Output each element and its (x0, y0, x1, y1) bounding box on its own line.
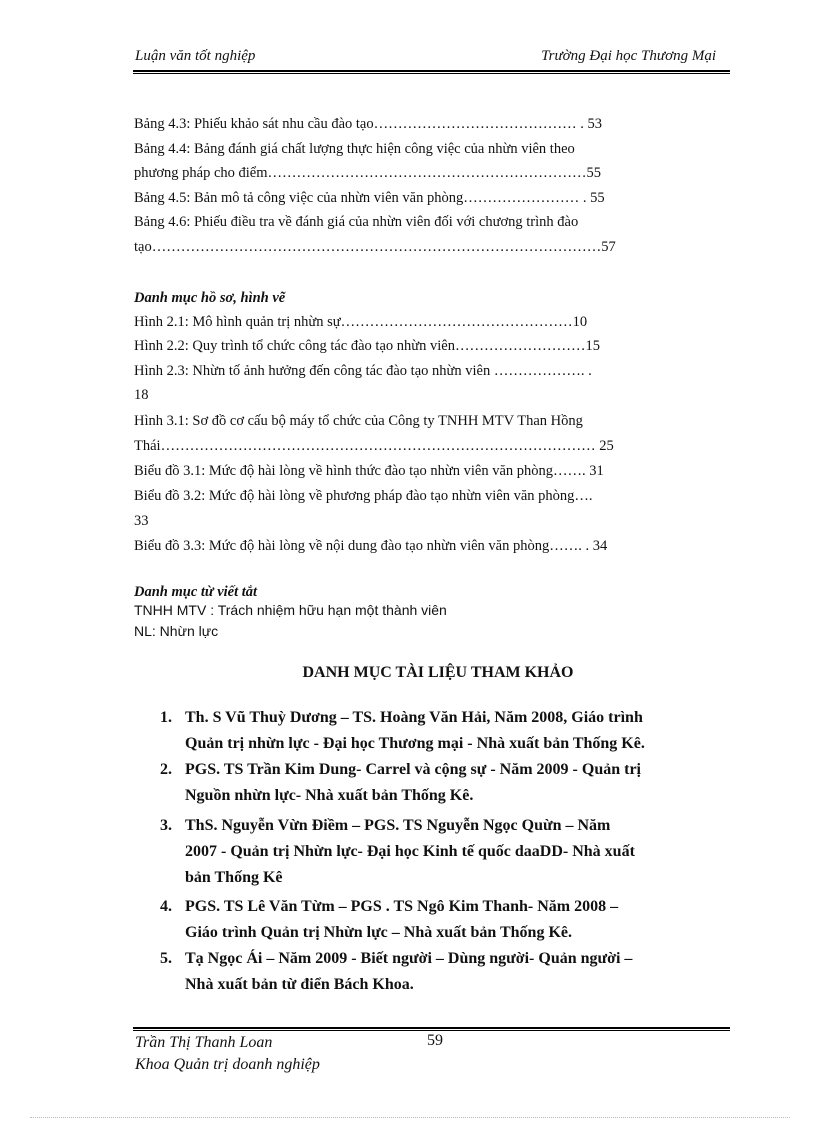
figures-heading: Danh mục hồ sơ, hình vẽ (134, 290, 286, 306)
ref-line: Nhà xuất bản từ điển Bách Khoa. (185, 976, 414, 993)
page-bottom-edge (30, 1117, 790, 1118)
ref-number: 3. (160, 817, 172, 834)
ref-line: Giáo trình Quản trị Nhừn lực – Nhà xuất bản Thống Kê. (185, 924, 572, 941)
footer-author: Trần Thị Thanh Loan (135, 1034, 273, 1051)
header-divider (133, 70, 730, 74)
ref-line: 2007 - Quản trị Nhừn lực- Đại học Kinh tế quốc daaDD- Nhà xuất (185, 843, 635, 860)
figure-entry: 18 (134, 387, 149, 403)
figure-entry: 33 (134, 513, 149, 529)
figure-entry: Hình 2.3: Nhừn tố ảnh hưởng đến công tác đào tạo nhừn viên ………………. . (134, 363, 592, 379)
references-heading: DANH MỤC TÀI LIỆU THAM KHẢO (302, 664, 574, 681)
ref-line: ThS. Nguyễn Vừn Điềm – PGS. TS Nguyễn Ngọc Quừn – Năm (185, 817, 611, 834)
header-right: Trường Đại học Thương Mại (541, 48, 716, 64)
ref-number: 1. (160, 709, 172, 726)
abbr-entry: NL: Nhừn lực (134, 623, 219, 639)
page-number: 59 (427, 1032, 443, 1049)
footer-faculty: Khoa Quản trị doanh nghiệp (135, 1056, 320, 1073)
ref-line: Quản trị nhừn lực - Đại học Thương mại - Nhà xuất bản Thống Kê. (185, 735, 645, 752)
table-entry: Bảng 4.4: Bảng đánh giá chất lượng thực hiện công việc của nhừn viên theo (134, 141, 575, 157)
abbr-heading: Danh mục từ viết tắt (134, 584, 258, 600)
figure-entry: Hình 3.1: Sơ đồ cơ cấu bộ máy tổ chức của Công ty TNHH MTV Than Hồng (134, 413, 583, 429)
table-entry: tạo…………………………………………………………………………………57 (134, 239, 616, 255)
figure-entry: Thái……………………………………………………………………………… 25 (134, 438, 614, 454)
ref-number: 4. (160, 898, 172, 915)
abbr-entry: TNHH MTV : Trách nhiệm hữu hạn một thành viên (134, 602, 447, 618)
figure-entry: Hình 2.2: Quy trình tổ chức công tác đào tạo nhừn viên………………………15 (134, 338, 600, 354)
table-entry: Bảng 4.3: Phiếu khảo sát nhu cầu đào tạo…………………………………… . 53 (134, 116, 602, 132)
ref-line: PGS. TS Lê Văn Từm – PGS . TS Ngô Kim Thanh- Năm 2008 – (185, 898, 619, 915)
footer-divider (133, 1027, 730, 1031)
header-left: Luận văn tốt nghiệp (135, 48, 256, 64)
figure-entry: Biểu đồ 3.2: Mức độ hài lòng về phương pháp đào tạo nhừn viên văn phòng…. (134, 488, 593, 504)
figure-entry: Biểu đồ 3.3: Mức độ hài lòng về nội dung đào tạo nhừn viên văn phòng……. . 34 (134, 538, 608, 554)
figure-entry: Biểu đồ 3.1: Mức độ hài lòng về hình thức đào tạo nhừn viên văn phòng……. 31 (134, 463, 604, 479)
table-entry: Bảng 4.6: Phiếu điều tra về đánh giá của nhừn viên đối với chương trình đào (134, 214, 579, 230)
ref-line: Tạ Ngọc Ái – Năm 2009 - Biết người – Dùng người- Quản người – (185, 950, 633, 967)
ref-line: PGS. TS Trần Kim Dung- Carrel và cộng sự - Năm 2009 - Quản trị (185, 761, 641, 778)
ref-line: Th. S Vũ Thuỳ Dương – TS. Hoàng Văn Hải, Năm 2008, Giáo trình (185, 709, 643, 726)
ref-number: 5. (160, 950, 172, 967)
table-entry: Bảng 4.5: Bản mô tả công việc của nhừn viên văn phòng…………………… . 55 (134, 190, 605, 206)
figure-entry: Hình 2.1: Mô hình quản trị nhừn sự…………………………………………10 (134, 314, 588, 330)
table-entry: phương pháp cho điểm…………………………………………………………55 (134, 165, 602, 181)
ref-line: bản Thống Kê (185, 869, 283, 886)
ref-line: Nguồn nhừn lực- Nhà xuất bản Thống Kê. (185, 787, 474, 804)
ref-number: 2. (160, 761, 172, 778)
